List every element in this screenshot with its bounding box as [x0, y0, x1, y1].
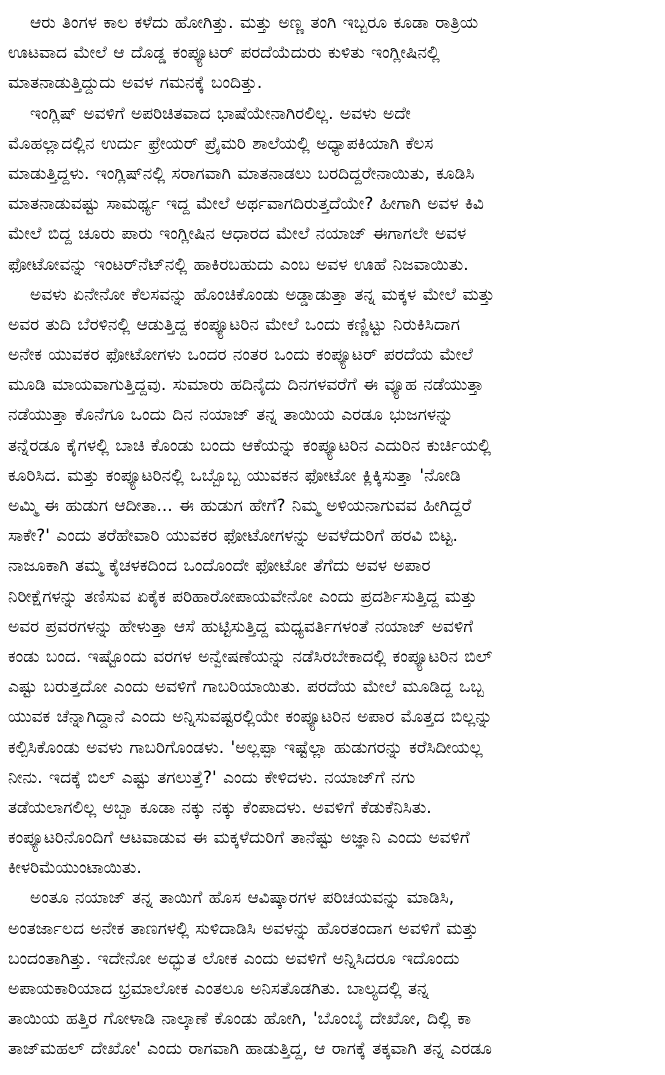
text-line: ಅವರ ಪ್ರವರಗಳನ್ನು ಹೇಳುತ್ತಾ ಆಸೆ ಹುಟ್ಟಿಸುತ್ತಿದ್ದ ಮಧ್ಯವರ್ತಿಗಳಂತೆ ನಯಾಜ್ ಅವಳಿಗೆ	[8, 616, 474, 637]
text-line: ತಡೆಯಲಾಗಲಿಲ್ಲ ಅಬ್ಬಾ ಕೂಡಾ ನಕ್ಕು ನಕ್ಕು ಕೆಂಪಾದಳು. ಅವಳಿಗೆ ಕೆಡುಕೆನಿಸಿತು.	[8, 797, 432, 818]
text-line: ಅಂತೂ ನಯಾಜ್ ತನ್ನ ತಾಯಿಗೆ ಹೊಸ ಆವಿಷ್ಕಾರಗಳ ಪರಿಚಯವನ್ನು ಮಾಡಿಸಿ,	[30, 888, 455, 909]
text-line: ಎಷ್ಟು ಬರುತ್ತದೋ ಎಂದು ಅವಳಿಗೆ ಗಾಬರಿಯಾಯಿತು. ಪರದೆಯ ಮೇಲೆ ಮೂಡಿದ್ದ ಒಬ್ಬ	[8, 677, 484, 698]
text-line: ಮೂಡಿ ಮಾಯವಾಗುತ್ತಿದ್ದವು. ಸುಮಾರು ಹದಿನೈದು ದಿನಗಳವರೆಗೆ ಈ ವ್ಯೂಹ ನಡೆಯುತ್ತಾ	[8, 375, 484, 396]
text-line: ಮಾತನಾಡುತ್ತಿದ್ದುದು ಅವಳ ಗಮನಕ್ಕೆ ಬಂದಿತ್ತು.	[8, 73, 263, 94]
text-line: ಮೇಲೆ ಬಿದ್ದ ಚೂರು ಪಾರು ಇಂಗ್ಲೀಷಿನ ಆಧಾರದ ಮೇಲೆ ನಯಾಜ್ ಈಗಾಗಲೇ ಅವಳ	[8, 224, 467, 245]
text-line: ಯುವಕ ಚೆನ್ನಾಗಿದ್ದಾನೆ ಎಂದು ಅನ್ನಿಸುವಷ್ಟರಲ್ಲಿಯೇ ಕಂಪ್ಯೂಟರಿನ ಅಪಾರ ಮೊತ್ತದ ಬಿಲ್ಲನ್ನು	[8, 707, 493, 728]
text-line: ತಾಯಿಯ ಹತ್ತಿರ ಗೋಳಾಡಿ ನಾಲ್ಕಾಣೆ ಕೊಂಡು ಹೋಗಿ, 'ಬೊಂಬೈ ದೇಖೋ, ದಿಲ್ಲಿ ಕಾ	[8, 1009, 471, 1030]
text-line: ಮಾಡುತ್ತಿದ್ದಳು. ಇಂಗ್ಲಿಷ್‌ನಲ್ಲಿ ಸರಾಗವಾಗಿ ಮಾತನಾಡಲು ಬರದಿದ್ದರೇನಾಯಿತು, ಕೂಡಿಸಿ	[8, 163, 475, 184]
text-line: ಕಂಡು ಬಂದ. ಇಷ್ಟೊಂದು ವರಗಳ ಅನ್ವೇಷಣೆಯನ್ನು ನಡೆಸಿರಬೇಕಾದಲ್ಲಿ ಕಂಪ್ಯೂಟರಿನ ಬಿಲ್	[8, 646, 493, 667]
text-line: ಊಟವಾದ ಮೇಲೆ ಆ ದೊಡ್ಡ ಕಂಪ್ಯೂಟರ್ ಪರದೆಯೆದುರು ಕುಳಿತು ಇಂಗ್ಲೀಷಿನಲ್ಲಿ	[8, 43, 440, 64]
text-line: ತಾಜ್‌ಮಹಲ್ ದೇಖೋ' ಎಂದು ರಾಗವಾಗಿ ಹಾಡುತ್ತಿದ್ದ, ಆ ರಾಗಕ್ಕೆ ತಕ್ಕವಾಗಿ ತನ್ನ ಎರಡೂ	[8, 1039, 492, 1060]
text-line: ಕೂರಿಸಿದ. ಮತ್ತು ಕಂಪ್ಯೂಟರಿನಲ್ಲಿ ಒಬ್ಬೊಬ್ಬ ಯುವಕನ ಫೋಟೋ ಕ್ಲಿಕ್ಕಿಸುತ್ತಾ 'ನೋಡಿ	[8, 465, 461, 486]
text-line: ಅನೇಕ ಯುವಕರ ಫೋಟೋಗಳು ಒಂದರ ನಂತರ ಒಂದು ಕಂಪ್ಯೂಟರ್ ಪರದೆಯ ಮೇಲೆ	[8, 345, 473, 366]
text-line: ಫೋಟೋವನ್ನು ಇಂಟರ್‌ನೆಟ್‌ನಲ್ಲಿ ಹಾಕಿರಬಹುದು ಎಂಬ ಅವಳ ಊಹೆ ನಿಜವಾಯಿತು.	[8, 254, 469, 275]
text-line: ಇಂಗ್ಲಿಷ್ ಅವಳಿಗೆ ಅಪರಿಚಿತವಾದ ಭಾಷೆಯೇನಾಗಿರಲಿಲ್ಲ. ಅವಳು ಅದೇ	[30, 103, 411, 124]
text-line: ಬಂದಂತಾಗಿತ್ತು. ಇದೇನೋ ಅದ್ಭುತ ಲೋಕ ಎಂದು ಅವಳಿಗೆ ಅನ್ನಿಸಿದರೂ ಇದೊಂದು	[8, 948, 460, 969]
text-line: ಅಪಾಯಕಾರಿಯಾದ ಭ್ರಮಾಲೋಕ ಎಂತಲೂ ಅನಿಸತೊಡಗಿತು. ಬಾಲ್ಯದಲ್ಲಿ ತನ್ನ	[8, 979, 429, 999]
text-line: ಮೊಹಲ್ಲಾದಲ್ಲಿನ ಉರ್ದು ಫ್ರೇಯರ್ ಪ್ರೈಮರಿ ಶಾಲೆಯಲ್ಲಿ ಅಧ್ಯಾಪಕಿಯಾಗಿ ಕೆಲಸ	[8, 133, 434, 154]
text-line: ಕಂಪ್ಯೂಟರಿನೊಂದಿಗೆ ಆಟವಾಡುವ ಈ ಮಕ್ಕಳೆದುರಿಗೆ ತಾನೆಷ್ಟು ಅಜ್ಞಾನಿ ಎಂದು ಅವಳಿಗೆ	[8, 828, 470, 849]
text-line: ಅವಳು ಏನೇನೋ ಕೆಲಸವನ್ನು ಹೊಂಚಿಕೊಂಡು ಅಡ್ಡಾಡುತ್ತಾ ತನ್ನ ಮಕ್ಕಳ ಮೇಲೆ ಮತ್ತು	[30, 284, 495, 305]
text-line: ತನ್ನೆರಡೂ ಕೈಗಳಲ್ಲಿ ಬಾಚಿ ಕೊಂಡು ಬಂದು ಆಕೆಯನ್ನು ಕಂಪ್ಯೂಟರಿನ ಎದುರಿನ ಕುರ್ಚಿಯಲ್ಲಿ	[8, 435, 492, 456]
text-line: ಅಂತರ್ಜಾಲದ ಅನೇಕ ತಾಣಗಳಲ್ಲಿ ಸುಳಿದಾಡಿಸಿ ಅವಳನ್ನು ಹೊರತಂದಾಗ ಅವಳಿಗೆ ಮತ್ತು	[8, 918, 479, 939]
text-line: ಅವರ ತುದಿ ಬೆರಳಿನಲ್ಲಿ ಆಡುತ್ತಿದ್ದ ಕಂಪ್ಯೂಟರಿನ ಮೇಲೆ ಒಂದು ಕಣ್ಣಿಟ್ಟು ನಿರುಕಿಸಿದಾಗ	[8, 314, 461, 335]
text-line: ನಾಜೂಕಾಗಿ ತಮ್ಮ ಕೈಚಳಕದಿಂದ ಒಂದೊಂದೇ ಫೋಟೋ ತೆಗೆದು ಅವಳ ಅಪಾರ	[8, 556, 431, 577]
text-line: ಅಮ್ಮಿ ಈ ಹುಡುಗ ಆದೀತಾ... ಈ ಹುಡುಗ ಹೇಗೆ? ನಿಮ್ಮ ಅಳಿಯನಾಗುವವ ಹೀಗಿದ್ದರೆ	[8, 496, 472, 516]
text-line: ಆರು ತಿಂಗಳ ಕಾಲ ಕಳೆದು ಹೋಗಿತ್ತು. ಮತ್ತು ಅಣ್ಣ ತಂಗಿ ಇಬ್ಬರೂ ಕೂಡಾ ರಾತ್ರಿಯ	[30, 13, 479, 33]
text-line: ನಡೆಯುತ್ತಾ ಕೊನೆಗೂ ಒಂದು ದಿನ ನಯಾಜ್ ತನ್ನ ತಾಯಿಯ ಎರಡೂ ಭುಜಗಳನ್ನು	[8, 405, 454, 426]
text-line: ಕಲ್ಪಿಸಿಕೊಂಡು ಅವಳು ಗಾಬರಿಗೊಂಡಳು. 'ಅಲ್ಲಪ್ಪಾ ಇಷ್ಟೆಲ್ಲಾ ಹುಡುಗರನ್ನು ಕರೆಸಿದೀಯಲ್ಲ	[8, 737, 483, 758]
text-line: ಮಾತನಾಡುವಷ್ಟು ಸಾಮರ್ಥ್ಯ ಇದ್ದ ಮೇಲೆ ಅರ್ಥವಾಗದಿರುತ್ತದೆಯೇ? ಹೀಗಾಗಿ ಅವಳ ಕಿವಿ	[8, 194, 484, 215]
text-line: ಸಾಕೇ?' ಎಂದು ತರೆಹೇವಾರಿ ಯುವಕರ ಫೋಟೋಗಳನ್ನು ಅವಳೆದುರಿಗೆ ಹರವಿ ಬಿಟ್ಟ.	[8, 526, 458, 547]
text-line: ನೀನು. ಇದಕ್ಕೆ ಬಿಲ್ ಎಷ್ಟು ತಗಲುತ್ತೆ?' ಎಂದು ಕೇಳಿದಳು. ನಯಾಜ್‌ಗೆ ನಗು	[8, 767, 416, 788]
text-line: ಕೀಳರಿಮೆಯುಂಟಾಯಿತು.	[8, 858, 142, 879]
text-line: ನಿರೀಕ್ಷೆಗಳನ್ನು ತಣಿಸುವ ಏಕೈಕ ಪರಿಹಾರೋಪಾಯವೇನೋ ಎಂದು ಪ್ರದರ್ಶಿಸುತ್ತಿದ್ದ ಮತ್ತು	[8, 586, 477, 607]
